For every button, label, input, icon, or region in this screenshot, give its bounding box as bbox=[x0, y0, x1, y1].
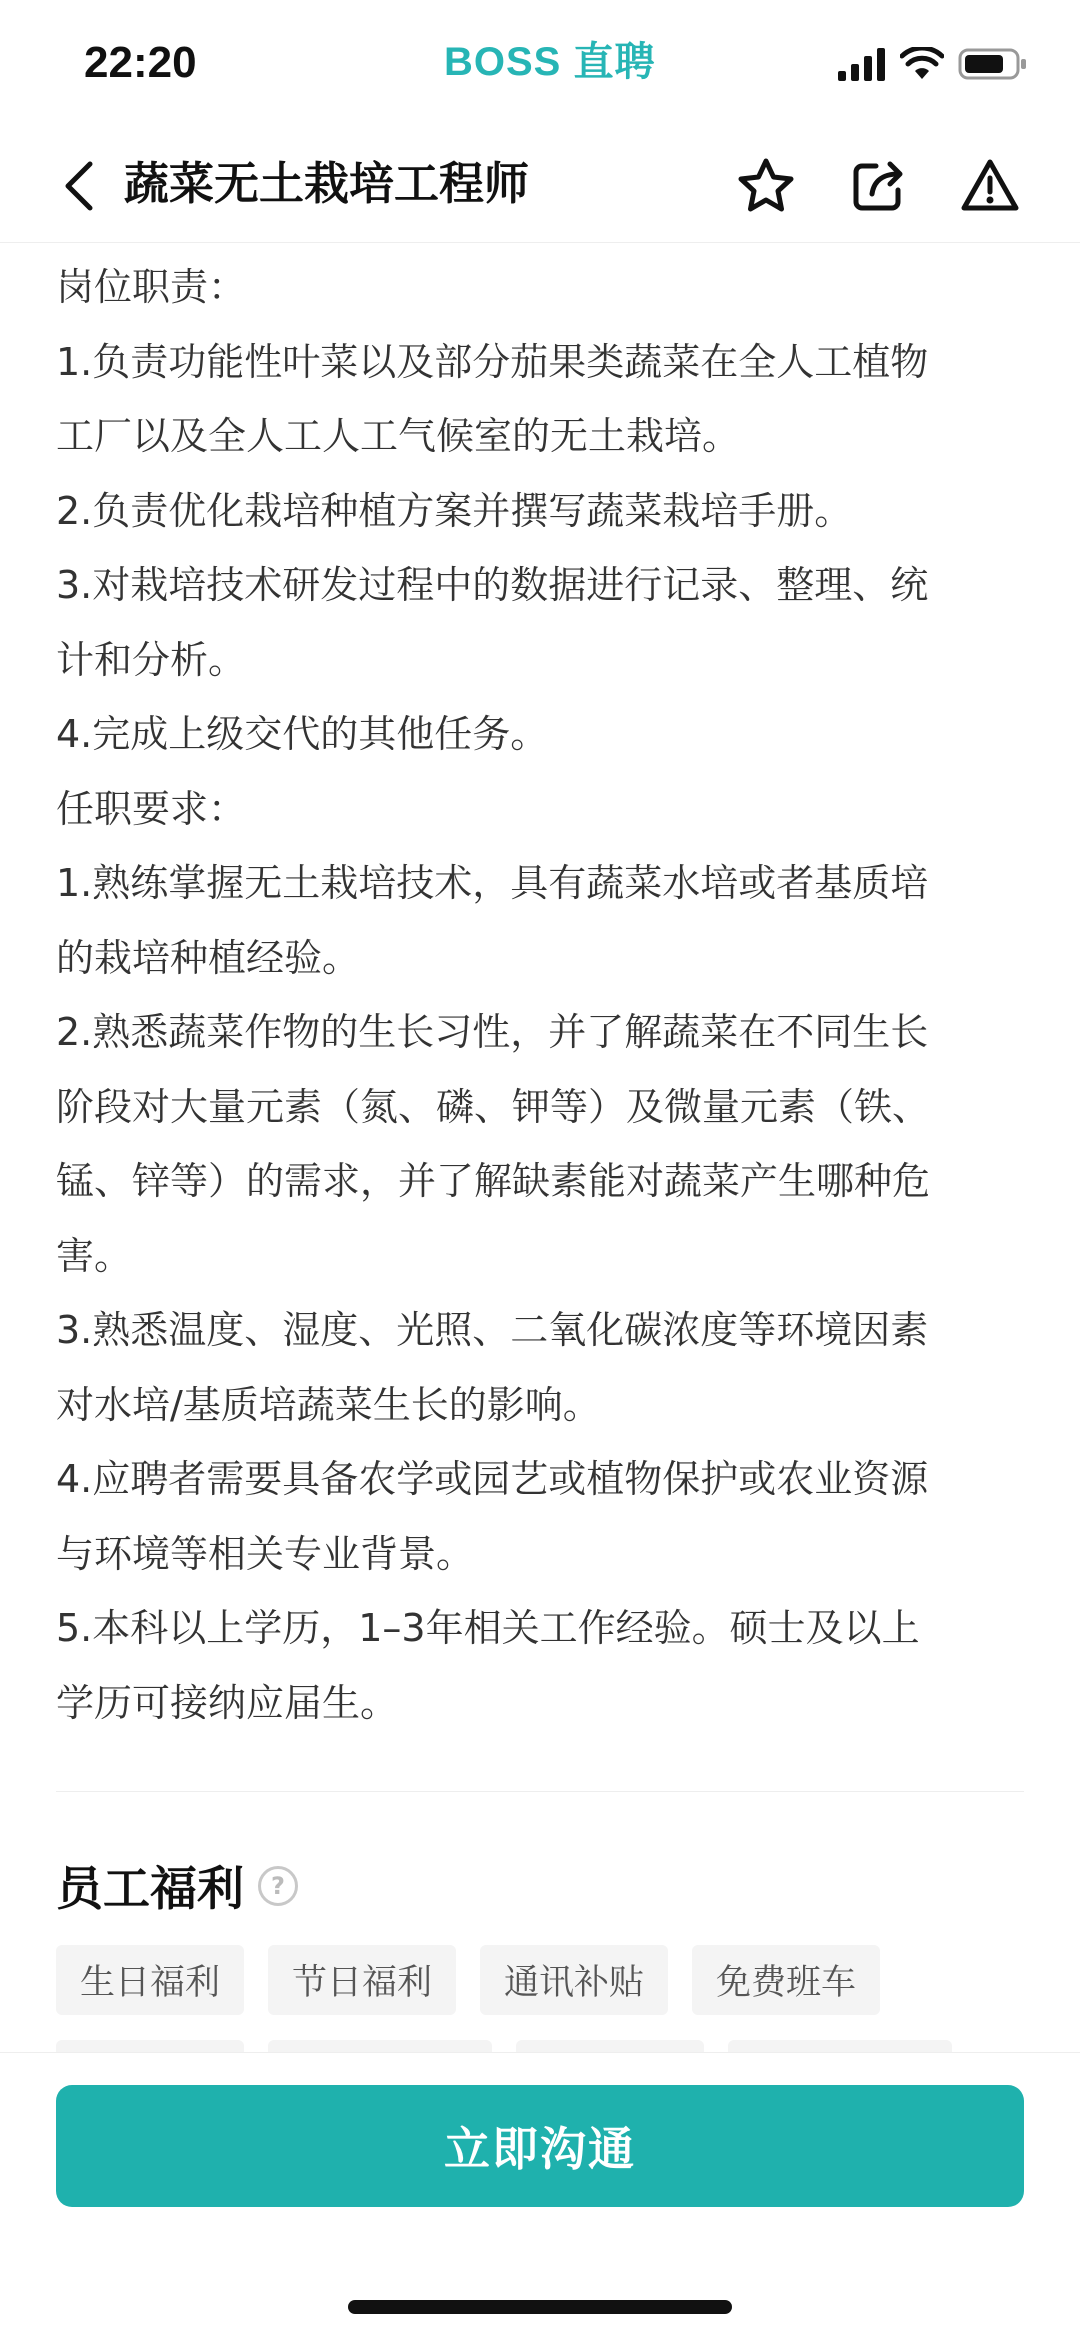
signal-icon bbox=[838, 47, 886, 81]
header bbox=[0, 130, 1080, 243]
help-icon[interactable]: ? bbox=[258, 1866, 298, 1906]
report-button[interactable] bbox=[952, 148, 1028, 224]
share-button[interactable] bbox=[840, 148, 916, 224]
battery-icon bbox=[958, 47, 1028, 81]
welfare-tags bbox=[56, 1945, 880, 2015]
job-description bbox=[56, 250, 1026, 1740]
description-line: 害。 bbox=[56, 1233, 133, 1278]
status-icons bbox=[838, 44, 1028, 84]
description-line: 4.应聘者需要具备农学或园艺或植物保护或农业资源 bbox=[56, 1457, 929, 1501]
welfare-tag: 生日福利 bbox=[56, 1945, 244, 2015]
description-line: 与环境等相关专业背景。 bbox=[56, 1531, 475, 1576]
description-line: 3.熟悉温度、湿度、光照、二氧化碳浓度等环境因素 bbox=[56, 1308, 929, 1352]
description-line: 1.负责功能性叶菜以及部分茄果类蔬菜在全人工植物 bbox=[56, 339, 929, 384]
welfare-tag: 免费班车 bbox=[692, 1945, 880, 2015]
welfare-tag: 节日福利 bbox=[268, 1945, 456, 2015]
description-line: 工厂以及全人工人工气候室的无土栽培。 bbox=[56, 414, 741, 458]
bottom-action-bar bbox=[0, 2052, 1080, 2338]
favorite-button[interactable] bbox=[728, 148, 804, 224]
description-line: 2.负责优化栽培种植方案并撰写蔬菜栽培手册。 bbox=[56, 488, 853, 533]
description-line: 5.本科以上学历，1–3年相关工作经验。硕士及以上 bbox=[56, 1606, 920, 1650]
description-line: 1.熟练掌握无土栽培技术，具有蔬菜水培或者基质培 bbox=[56, 861, 929, 905]
wifi-icon bbox=[900, 47, 944, 81]
description-line: 3.对栽培技术研发过程中的数据进行记录、整理、统 bbox=[56, 563, 929, 607]
star-icon bbox=[736, 156, 796, 216]
welfare-tag: 通讯补贴 bbox=[480, 1945, 668, 2015]
description-line: 锰、锌等）的需求，并了解缺素能对蔬菜产生哪种危 bbox=[56, 1159, 931, 1203]
brand-logo: BOSS 直聘 bbox=[444, 40, 656, 84]
description-line: 计和分析。 bbox=[56, 637, 247, 682]
back-icon bbox=[60, 158, 100, 214]
welfare-title-text: 员工福利 bbox=[56, 1862, 244, 1917]
report-icon bbox=[959, 156, 1021, 216]
description-line: 4.完成上级交代的其他任务。 bbox=[56, 712, 549, 756]
section-divider bbox=[56, 1791, 1024, 1792]
status-time: 22:20 bbox=[84, 38, 197, 87]
description-line: 2.熟悉蔬菜作物的生长习性，并了解蔬菜在不同生长 bbox=[56, 1010, 929, 1054]
description-line: 岗位职责： bbox=[56, 265, 247, 309]
page-title: 蔬菜无土栽培工程师 bbox=[124, 157, 530, 210]
description-line: 的栽培种植经验。 bbox=[56, 935, 361, 980]
description-line: 对水培/基质培蔬菜生长的影响。 bbox=[56, 1382, 601, 1427]
description-line: 任职要求： bbox=[56, 786, 247, 831]
description-line: 阶段对大量元素（氮、磷、钾等）及微量元素（铁、 bbox=[56, 1084, 931, 1129]
description-line: 学历可接纳应届生。 bbox=[56, 1680, 399, 1725]
home-indicator bbox=[348, 2300, 732, 2314]
welfare-section-title bbox=[56, 1852, 298, 1919]
chat-now-button[interactable]: 立即沟通 bbox=[56, 2085, 1024, 2207]
back-button[interactable] bbox=[50, 156, 110, 216]
share-icon bbox=[848, 156, 908, 216]
status-bar bbox=[0, 0, 1080, 130]
